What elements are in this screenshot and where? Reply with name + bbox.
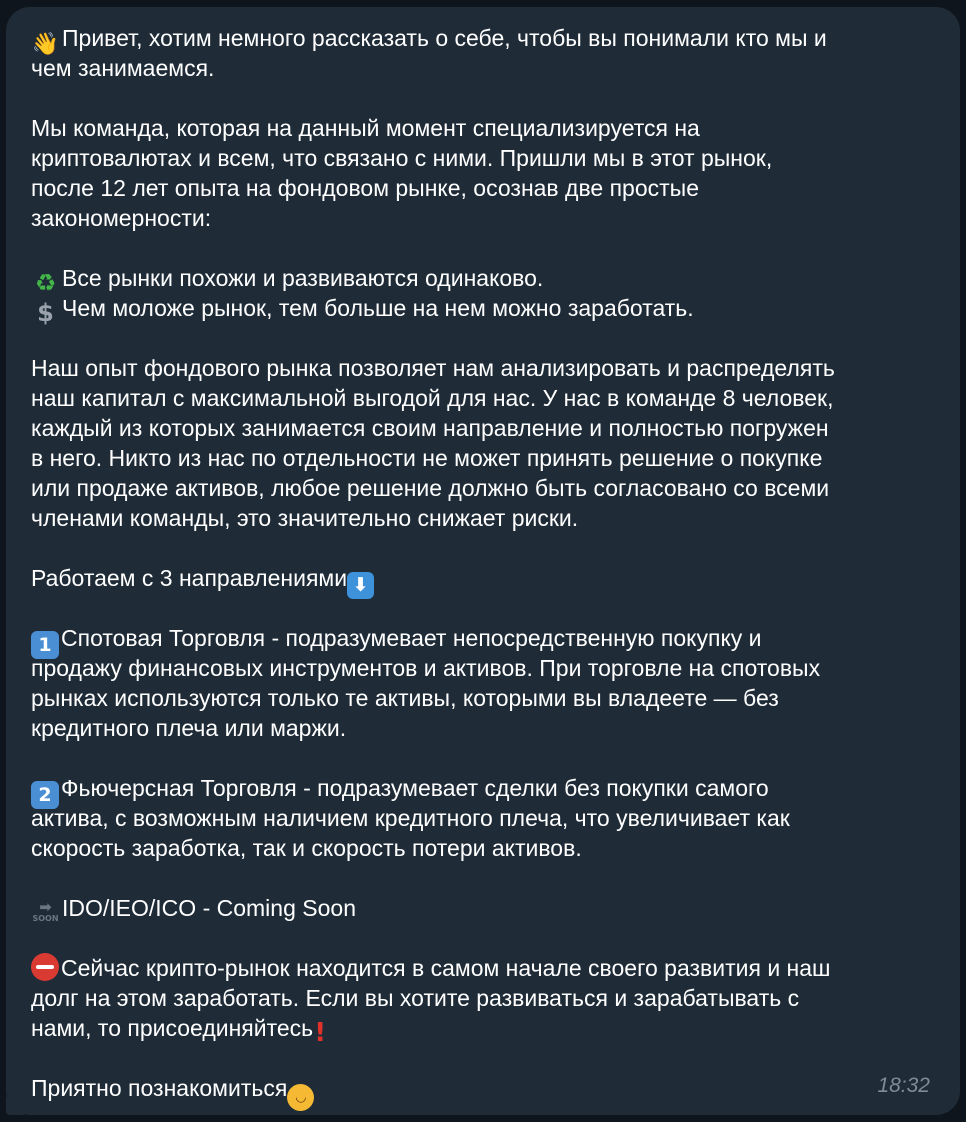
message-line: [31, 473, 941, 503]
paragraph-gap: [31, 1043, 941, 1073]
message-line-text: после 12 лет опыта на фондовом рынке, осознав две простые: [31, 175, 699, 201]
bubble-tail: [6, 1097, 24, 1115]
message-line-text: закономерности:: [31, 205, 212, 231]
message-text: [31, 23, 941, 1103]
keycap-one-icon: 1: [31, 631, 59, 659]
message-line-text: криптовалютах и всем, что связано с ними. Пришли мы в этот рынок,: [31, 145, 773, 171]
message-line: [31, 443, 941, 473]
message-line: [31, 893, 941, 923]
message-line-text: Фьючерсная Торговля - подразумевает сделки без покупки самого: [61, 775, 769, 801]
message-line-text: долг на этом заработать. Если вы хотите развиваться и зарабатывать с: [31, 985, 800, 1011]
down-arrow-icon: ⬇: [347, 572, 374, 599]
message-line: [31, 143, 941, 173]
paragraph-gap: [31, 83, 941, 113]
message-line: [31, 773, 941, 806]
message-line: [31, 953, 941, 983]
paragraph-gap: [31, 593, 941, 623]
message-line-text: скорость заработка, так и скорость потери активов.: [31, 835, 582, 861]
message-line-text: чем занимаемся.: [31, 55, 215, 81]
message-line-text: Мы команда, которая на данный момент специализируется на: [31, 115, 700, 141]
dollar-sign-icon: $: [37, 299, 54, 327]
message-line-text: IDO/IEO/ICO - Coming Soon: [62, 895, 356, 921]
message-line: [31, 803, 941, 833]
message-line: [31, 203, 941, 233]
paragraph-gap: [31, 863, 941, 893]
message-bubble[interactable]: [6, 7, 960, 1115]
message-line-text: Сейчас крипто-рынок находится в самом начале своего развития и наш: [61, 955, 831, 981]
message-line-text: Приятно познакомиться: [31, 1075, 288, 1101]
message-line: [31, 833, 941, 863]
message-line-text: членами команды, это значительно снижает риски.: [31, 505, 579, 531]
message-line-text: или продаже активов, любое решение должно быть согласовано со всеми: [31, 475, 830, 501]
message-line: [31, 653, 941, 683]
message-line-text: Чем моложе рынок, тем больше на нем можно заработать.: [62, 295, 694, 321]
message-line: [31, 503, 941, 533]
message-line: [31, 683, 941, 713]
message-line-text: Работаем с 3 направлениями: [31, 565, 348, 591]
exclamation-icon: !: [314, 1018, 327, 1048]
paragraph-gap: [31, 923, 941, 953]
paragraph-gap: [31, 533, 941, 563]
message-time: 18:32: [877, 1074, 930, 1097]
soon-arrow-icon: ➡ SOON: [32, 898, 59, 923]
message-line: [31, 23, 941, 57]
stop-sign-icon: [31, 953, 59, 981]
winking-face-icon: ◡: [287, 1084, 314, 1111]
recycle-icon: ♻: [34, 269, 57, 297]
message-line-text: кредитного плеча или маржи.: [31, 715, 347, 741]
message-line: [31, 623, 941, 656]
message-line: [31, 413, 941, 443]
message-line: [31, 353, 941, 383]
message-line: [31, 1073, 941, 1103]
message-line-text: актива, с возможным наличием кредитного плеча, что увеличивает как: [31, 805, 790, 831]
message-line: [31, 113, 941, 143]
message-line-text: наш капитал с максимальной выгодой для нас. У нас в команде 8 человек,: [31, 385, 834, 411]
message-line-text: продажу финансовых инструментов и активов. При торговле на спотовых: [31, 655, 821, 681]
message-line-text: Наш опыт фондового рынка позволяет нам анализировать и распределять: [31, 355, 835, 381]
paragraph-gap: [31, 233, 941, 263]
message-line: [31, 563, 941, 596]
message-line-text: Спотовая Торговля - подразумевает непосредственную покупку и: [61, 625, 762, 651]
message-line: [31, 293, 941, 327]
message-line: [31, 383, 941, 413]
message-line-text: в него. Никто из нас по отдельности не может принять решение о покупке: [31, 445, 823, 471]
keycap-two-icon: 2: [31, 781, 59, 809]
message-line-text: каждый из которых занимается своим направление и полностью погружен: [31, 415, 829, 441]
paragraph-gap: [31, 743, 941, 773]
message-line-text: Все рынки похожи и развиваются одинаково.: [62, 265, 544, 291]
message-line: [31, 173, 941, 203]
message-line: [31, 263, 941, 297]
message-line-text: рынках используются только те активы, которыми вы владеете — без: [31, 685, 779, 711]
message-line-text: нами, то присоединяйтесь: [31, 1015, 314, 1041]
message-line: [31, 1013, 941, 1048]
message-line: [31, 983, 941, 1013]
waving-hand-icon: 👋: [31, 32, 60, 57]
paragraph-gap: [31, 323, 941, 353]
message-line: [31, 713, 941, 743]
message-line: [31, 53, 941, 83]
message-line-text: Привет, хотим немного рассказать о себе, чтобы вы понимали кто мы и: [62, 25, 827, 51]
